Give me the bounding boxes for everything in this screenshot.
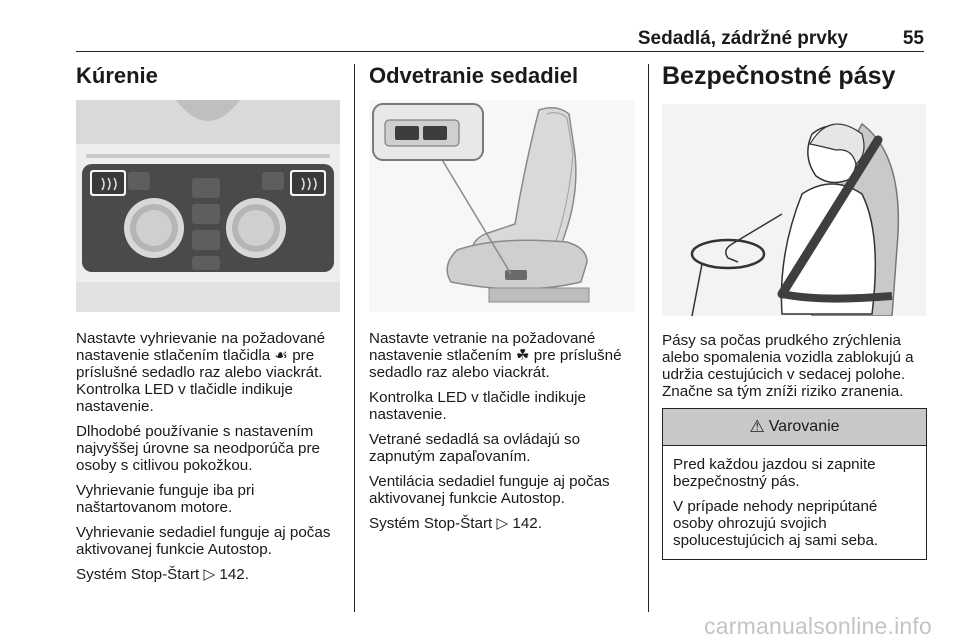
seatbelts-heading: Bezpečnostné pásy <box>662 62 896 90</box>
heating-column <box>76 62 342 591</box>
section-title: Sedadlá, zádržné prvky <box>637 28 848 49</box>
ventilation-paragraph-5: Systém Stop-Štart ▷ 142. <box>369 514 542 532</box>
seatbelts-paragraph-1: Pásy sa počas prudkého zrýchlenia alebo spomalenia vozidla zablokujú a udržia cestujúcich v sedacej polohe. Značne sa tým zníži riziko zranenia. <box>662 332 914 400</box>
heating-paragraph-5: Systém Stop-Štart ▷ 142. <box>76 565 249 583</box>
page-number: 55 <box>902 28 924 49</box>
warning-paragraph-2: V prípade nehody nepripútané osoby ohrozujú svojich spolucestujúcich aj sami seba. <box>673 498 879 549</box>
heating-paragraph-4: Vyhrievanie sedadiel funguje aj počas aktivovanej funkcie Autostop. <box>76 524 331 558</box>
ventilation-paragraph-1: Nastavte vetranie na požadované nastavenie stlačením ☘ pre príslušné sedadlo raz alebo viackrát. <box>369 330 622 381</box>
climate-control-panel-icon <box>76 100 340 312</box>
seat-vent-icon: ☘ <box>515 346 530 364</box>
ventilated-seat-icon <box>369 100 635 312</box>
ventilation-paragraph-3: Vetrané sedadlá sa ovládajú so zapnutým zapaľovaním. <box>369 431 581 465</box>
warning-box <box>662 408 927 560</box>
ventilation-paragraph-2: Kontrolka LED v tlačidle indikuje nastavenie. <box>369 389 586 423</box>
heating-paragraph-2: Dlhodobé používanie s nastavením najvyššej úrovne sa neodporúča pre osoby s citlivou pokožkou. <box>76 423 320 474</box>
warning-triangle-icon: ⚠ <box>749 417 765 437</box>
column-divider-2 <box>648 64 649 612</box>
seat-heat-icon: ☙ <box>274 346 289 364</box>
ventilation-paragraph-4: Ventilácia sedadiel funguje aj počas aktivovanej funkcie Autostop. <box>369 473 610 507</box>
page-reference-link[interactable]: 142 <box>219 566 245 583</box>
page-reference-link[interactable]: 142 <box>512 515 538 532</box>
driver-with-seatbelt-icon <box>662 104 926 316</box>
column-divider-1 <box>354 64 355 612</box>
seatbelts-column <box>662 62 927 560</box>
ventilation-column <box>369 62 637 540</box>
ventilated-seat-figure <box>369 100 635 312</box>
warning-title: Varovanie <box>768 418 840 435</box>
header-divider <box>76 51 924 52</box>
seatbelt-figure <box>662 104 926 316</box>
heating-paragraph-3: Vyhrievanie funguje iba pri naštartovanom motore. <box>76 482 255 516</box>
warning-header <box>663 409 926 446</box>
ventilation-heading: Odvetranie sedadiel <box>369 63 579 88</box>
page-header <box>0 0 960 52</box>
warning-body <box>663 446 926 559</box>
heating-heading: Kúrenie <box>76 63 158 88</box>
heating-paragraph-1: Nastavte vyhrievanie na požadované nastavenie stlačením tlačidla ☙ pre príslušné sedadlo raz alebo viackrát. Kontrolka LED v tlačidle indikuje nastavenie. <box>76 330 326 415</box>
watermark: carmanualsonline.info <box>704 613 932 639</box>
warning-paragraph-1: Pred každou jazdou si zapnite bezpečnostný pás. <box>673 456 876 490</box>
page-reference-arrow-icon: ▷ <box>496 514 509 532</box>
climate-panel-figure <box>76 100 340 312</box>
page-reference-arrow-icon: ▷ <box>203 565 216 583</box>
